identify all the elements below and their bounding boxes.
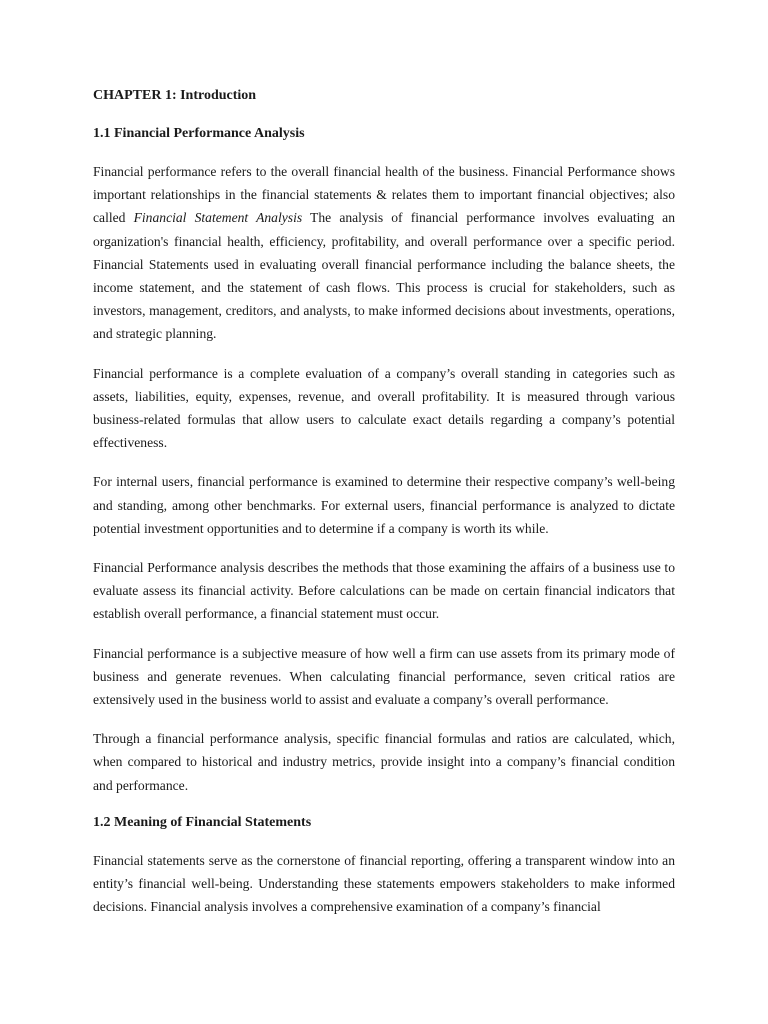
- section-heading-1-1: 1.1 Financial Performance Analysis: [93, 126, 305, 141]
- paragraph-1-2-1: Financial statements serve as the cornerstone of financial reporting, offering a transparent window into an entity’s financial well-being. Understanding these statements empowers stakeholders to make informed decisions. Financial analysis involves a comprehensive examination of a company’s financial: [93, 852, 675, 915]
- paragraph-1-1-4: Financial Performance analysis describes the methods that those examining the affairs of a business use to evaluate assess its financial activity. Before calculations can be made on certain financial indicators that establish overall performance, a financial statement must occur.: [93, 560, 675, 622]
- paragraph-1-1-1: [93, 160, 675, 346]
- chapter-title: CHAPTER 1: Introduction: [93, 88, 257, 103]
- emphasized-term: Financial Statement Analysis: [133, 210, 303, 226]
- paragraph-1-1-6: Through a financial performance analysis, specific financial formulas and ratios are calculated, which, when compared to historical and industry metrics, provide insight into a company’s financial condition and performance.: [93, 731, 675, 793]
- paragraph-text: The analysis of financial performance involves evaluating an organization's financial health, efficiency, profitability, and overall performance over a specific period. Financial Statements used in evaluating overall financial performance including the balance sheets, the income statement, and the statement of cash flows. This process is crucial for stakeholders, such as investors, management, creditors, and analysts, to make informed decisions about investments, operations, and strategic planning.: [93, 210, 675, 342]
- paragraph-1-1-5: Financial performance is a subjective measure of how well a firm can use assets from its primary mode of business and generate revenues. When calculating financial performance, seven critical ratios are extensively used in the business world to assist and evaluate a company’s overall performance.: [93, 645, 675, 708]
- paragraph-1-1-2: Financial performance is a complete evaluation of a company’s overall standing in categories such as assets, liabilities, equity, expenses, revenue, and overall profitability. It is measured through various business-related formulas that allow users to calculate exact details regarding a company’s potential effectiveness.: [93, 365, 675, 451]
- document-page: [93, 86, 675, 934]
- paragraph-1-1-3: For internal users, financial performance is examined to determine their respective company’s well-being and standing, among other benchmarks. For external users, financial performance is analyzed to dictate potential investment opportunities and to determine if a company is worth its while.: [93, 474, 675, 536]
- section-heading-1-2: 1.2 Meaning of Financial Statements: [93, 814, 312, 830]
- paragraph-text: Financial performance refers to the overall financial health of the business. Financial Performance shows important relationships in the financial statements & relates them to important financial objectives; also called: [93, 164, 675, 226]
